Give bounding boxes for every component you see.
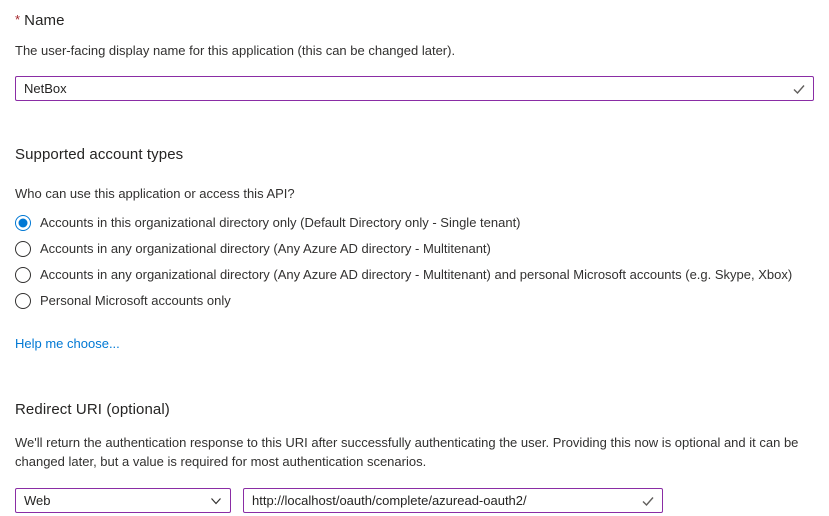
help-me-choose-link[interactable]: Help me choose... [15,336,120,351]
radio-option-multitenant-personal[interactable] [15,267,814,283]
radio-option-label: Personal Microsoft accounts only [40,293,231,308]
radio-unselected-icon[interactable] [15,241,31,257]
account-types-question: Who can use this application or access this API? [15,186,295,201]
name-input[interactable] [15,76,814,101]
radio-option-label: Accounts in this organizational directory only (Default Directory only - Single tenant) [40,215,521,230]
redirect-uri-row [15,488,814,513]
radio-selected-icon[interactable] [15,215,31,231]
chevron-down-icon [210,495,222,507]
redirect-uri-description: We'll return the authentication response to this URI after successfully authenticating the user. Providing this now is optional and it can be changed later, but a value is required for most authentication scenarios. [15,435,799,469]
radio-unselected-icon[interactable] [15,293,31,309]
redirect-uri-title: Redirect URI (optional) [15,401,170,418]
radio-option-label: Accounts in any organizational directory (Any Azure AD directory - Multitenant) and personal Microsoft accounts (e.g. Skype, Xbox) [40,267,793,282]
name-input-wrap [15,76,814,101]
platform-dropdown-value: Web [24,493,51,508]
name-description: The user-facing display name for this application (this can be changed later). [15,43,456,58]
redirect-uri-input[interactable] [243,488,663,513]
redirect-uri-input-wrap [243,488,663,513]
supported-account-types-section [15,146,814,353]
radio-option-single-tenant[interactable] [15,215,814,231]
account-type-options [15,215,814,309]
name-section [15,12,814,101]
radio-unselected-icon[interactable] [15,267,31,283]
platform-dropdown[interactable] [15,488,231,513]
redirect-uri-section [15,401,814,513]
valid-check-icon [792,82,806,96]
required-asterisk: * [15,12,21,27]
name-section-title [15,12,814,29]
radio-option-label: Accounts in any organizational directory (Any Azure AD directory - Multitenant) [40,241,491,256]
valid-check-icon [641,494,655,508]
radio-option-personal-only[interactable] [15,293,814,309]
name-label: Name [24,12,65,29]
radio-option-multitenant[interactable] [15,241,814,257]
supported-account-types-title: Supported account types [15,146,184,163]
